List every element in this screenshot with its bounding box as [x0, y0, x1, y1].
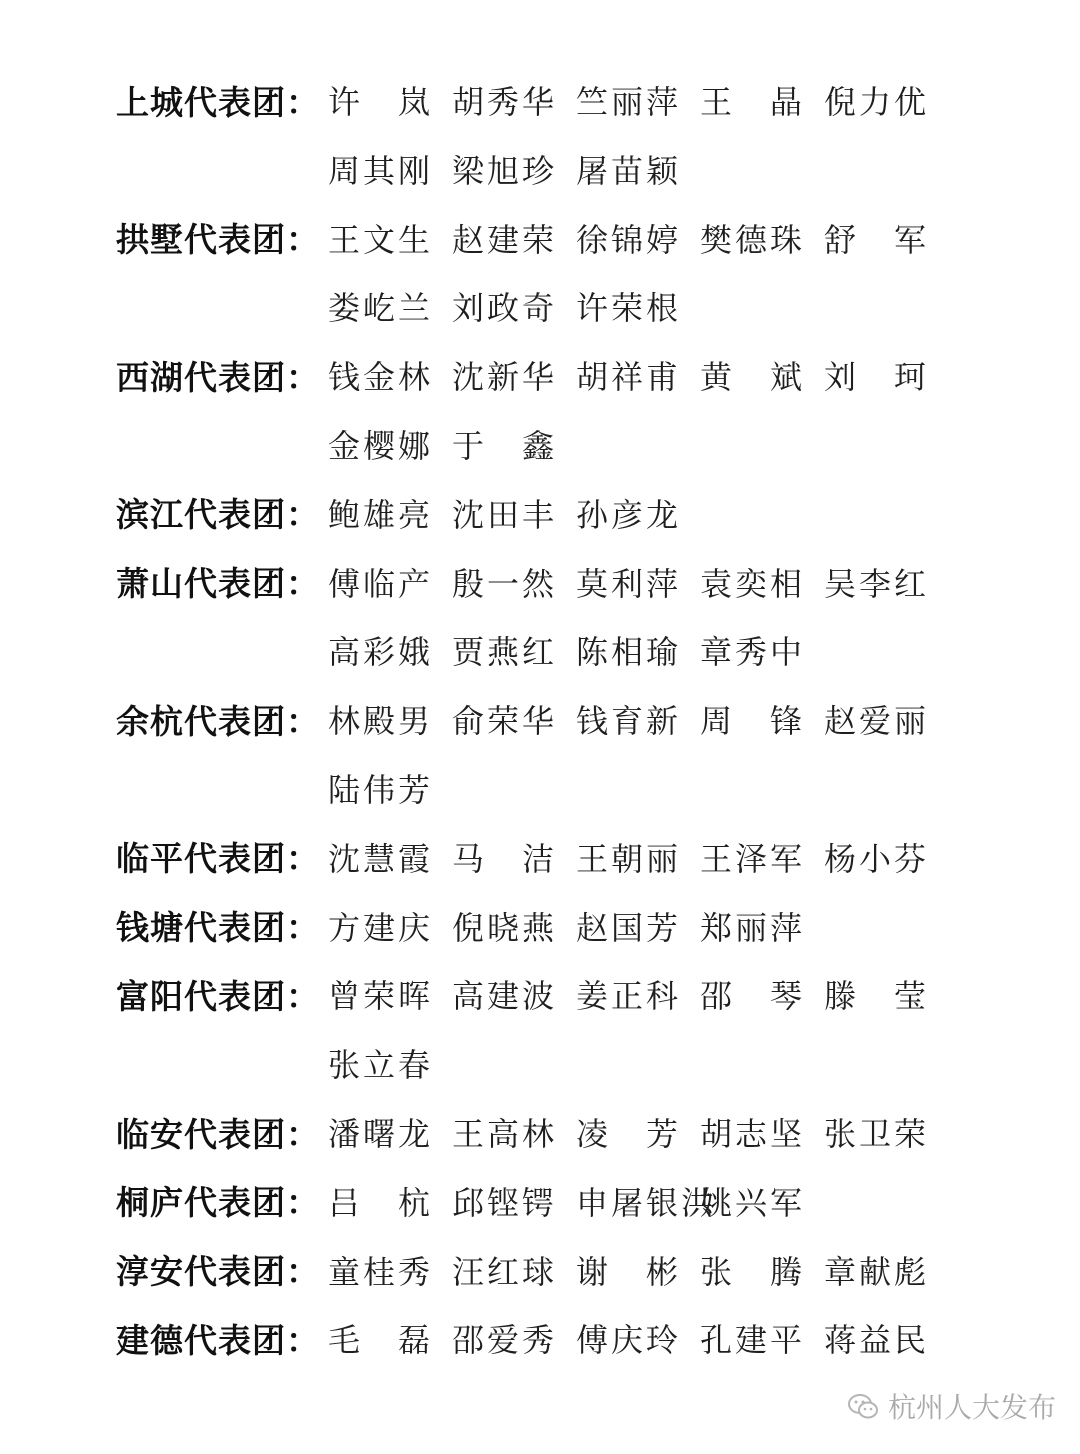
- member-name: 王文生: [328, 220, 434, 259]
- member-name: 刘政奇: [452, 289, 558, 328]
- member-name: 申屠银洪: [576, 1183, 717, 1222]
- delegation-row: [116, 72, 956, 128]
- member-name: 娄屹兰: [328, 289, 434, 328]
- member-name: 张立春: [328, 1046, 434, 1085]
- member-name: 毛 磊: [328, 1321, 434, 1360]
- member-name: 方建庆: [328, 908, 434, 947]
- delegation-row: [116, 1035, 956, 1091]
- member-name: 邵爱秀: [452, 1321, 558, 1360]
- member-name: 杨小芬: [824, 839, 930, 878]
- delegation-label: 西湖代表团：: [116, 357, 320, 397]
- delegation-row: [116, 141, 956, 197]
- delegation-row: [116, 622, 956, 678]
- member-name: 孔建平: [700, 1321, 806, 1360]
- member-name: 章秀中: [700, 633, 806, 672]
- delegation-row: [116, 1242, 956, 1298]
- member-name: 邵 琴: [700, 977, 806, 1016]
- member-name: 马 洁: [452, 839, 558, 878]
- member-name: 谢 彬: [576, 1252, 682, 1291]
- member-name: 梁旭珍: [452, 151, 558, 190]
- member-name: 倪力优: [824, 83, 930, 121]
- member-name: 孙彦龙: [576, 495, 682, 534]
- member-name: 殷一然: [452, 564, 558, 603]
- delegation-row: [116, 347, 956, 403]
- member-name: 郑丽萍: [700, 908, 806, 947]
- delegation-label: 临安代表团：: [116, 1114, 320, 1154]
- member-name: 潘曙龙: [328, 1115, 434, 1153]
- member-name: 徐锦婷: [576, 220, 682, 259]
- member-name: 袁奕相: [700, 564, 806, 603]
- member-name: 沈田丰: [452, 495, 558, 534]
- member-name: 赵建荣: [452, 220, 558, 259]
- delegation-row: [116, 485, 956, 541]
- wechat-icon: [846, 1389, 880, 1423]
- member-name: 邱铿锷: [452, 1183, 558, 1222]
- member-name: 赵国芳: [576, 908, 682, 947]
- member-name: 许 岚: [328, 83, 434, 121]
- member-name: 胡秀华: [452, 83, 558, 121]
- member-name: 沈慧霞: [328, 839, 434, 878]
- delegation-row: [116, 210, 956, 266]
- member-name: 金樱娜: [328, 427, 434, 465]
- member-name: 王朝丽: [576, 839, 682, 878]
- member-name: 吕 杭: [328, 1183, 434, 1222]
- member-name: 王 晶: [700, 83, 806, 121]
- watermark-text: 杭州人大发布: [888, 1391, 1057, 1424]
- delegation-label: 淳安代表团：: [116, 1252, 320, 1292]
- member-name: 沈新华: [452, 358, 558, 397]
- member-name: 黄 斌: [700, 358, 806, 397]
- member-name: 周其刚: [328, 151, 434, 190]
- delegation-row: [116, 829, 956, 885]
- watermark: [846, 1386, 1056, 1426]
- delegation-label: 萧山代表团：: [116, 564, 320, 604]
- member-name: 倪晓燕: [452, 908, 558, 947]
- member-name: 傅临产: [328, 564, 434, 603]
- delegation-row: [116, 691, 956, 747]
- member-name: 陈相瑜: [576, 633, 682, 672]
- delegation-row: [116, 278, 956, 334]
- delegation-label: 余杭代表团：: [116, 701, 320, 741]
- member-name: 高建波: [452, 977, 558, 1016]
- member-name: 俞荣华: [452, 702, 558, 741]
- delegation-label: 上城代表团：: [116, 82, 320, 122]
- member-name: 于 鑫: [452, 427, 558, 465]
- member-name: 姜正科: [576, 977, 682, 1016]
- delegation-row: [116, 966, 956, 1022]
- member-name: 舒 军: [824, 220, 930, 259]
- member-name: 贾燕红: [452, 633, 558, 672]
- delegation-label: 桐庐代表团：: [116, 1183, 320, 1223]
- member-name: 王泽军: [700, 839, 806, 878]
- delegation-row: [116, 554, 956, 610]
- member-name: 汪红球: [452, 1252, 558, 1291]
- member-name: 童桂秀: [328, 1252, 434, 1291]
- delegation-row: [116, 1310, 956, 1366]
- member-name: 鲍雄亮: [328, 495, 434, 534]
- member-name: 凌 芳: [576, 1115, 682, 1153]
- delegation-label: 建德代表团：: [116, 1320, 320, 1360]
- member-name: 胡祥甫: [576, 358, 682, 397]
- delegation-row: [116, 1104, 956, 1160]
- member-name: 陆伟芳: [328, 771, 434, 809]
- member-name: 钱育新: [576, 702, 682, 741]
- delegation-label: 富阳代表团：: [116, 976, 320, 1016]
- member-name: 傅庆玲: [576, 1321, 682, 1360]
- member-name: 莫利萍: [576, 564, 682, 603]
- delegation-label: 拱墅代表团：: [116, 220, 320, 260]
- member-name: 张卫荣: [824, 1115, 930, 1153]
- member-name: 钱金林: [328, 358, 434, 397]
- delegation-row: [116, 898, 956, 954]
- delegation-row: [116, 416, 956, 472]
- member-name: 许荣根: [576, 289, 682, 328]
- member-name: 章献彪: [824, 1252, 930, 1291]
- member-name: 樊德珠: [700, 220, 806, 259]
- member-name: 王高林: [452, 1115, 558, 1153]
- member-name: 竺丽萍: [576, 83, 682, 121]
- delegation-label: 滨江代表团：: [116, 495, 320, 535]
- member-name: 周 锋: [700, 702, 806, 741]
- member-name: 吴李红: [824, 564, 930, 603]
- member-name: 屠苗颖: [576, 151, 682, 190]
- member-name: 赵爱丽: [824, 702, 930, 741]
- member-name: 张 腾: [700, 1252, 806, 1291]
- member-name: 滕 莹: [824, 977, 930, 1016]
- member-name: 姚兴军: [700, 1183, 806, 1222]
- delegation-row: [116, 1173, 956, 1229]
- delegation-row: [116, 760, 956, 816]
- delegation-label: 临平代表团：: [116, 839, 320, 879]
- member-name: 蒋益民: [824, 1321, 930, 1360]
- member-name: 高彩娥: [328, 633, 434, 672]
- member-name: 刘 珂: [824, 358, 930, 397]
- delegation-label: 钱塘代表团：: [116, 908, 320, 948]
- member-name: 曾荣晖: [328, 977, 434, 1016]
- member-name: 林殿男: [328, 702, 434, 741]
- member-name: 胡志坚: [700, 1115, 806, 1153]
